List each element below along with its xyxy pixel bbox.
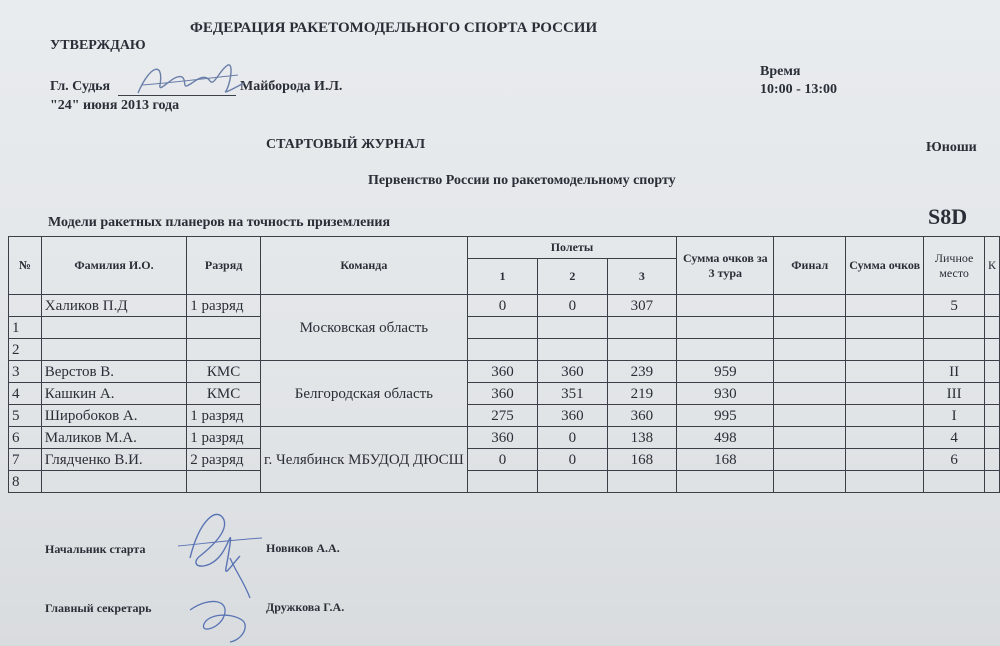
row-flight-2: 360 xyxy=(538,361,608,383)
team-cell-belgorod: Белгородская область xyxy=(261,361,468,427)
approval-date: "24" июня 2013 года xyxy=(50,98,180,113)
row-sum xyxy=(845,383,923,405)
row-place xyxy=(924,471,985,493)
row-extra xyxy=(984,295,999,317)
row-flight-2: 351 xyxy=(538,383,608,405)
row-final xyxy=(774,449,846,471)
row-num: 2 xyxy=(9,339,42,361)
secretary-label: Главный секретарь xyxy=(45,601,152,615)
row-flight-2: 360 xyxy=(538,405,608,427)
row-flight-3: 138 xyxy=(607,427,677,449)
table-row xyxy=(9,405,1000,427)
header-sum3: Сумма очков за 3 тура xyxy=(677,237,774,295)
header-final: Финал xyxy=(774,237,846,295)
start-chief-signature xyxy=(170,498,270,608)
row-extra xyxy=(984,427,999,449)
row-name xyxy=(41,471,186,493)
row-flight-1: 360 xyxy=(467,361,537,383)
row-extra xyxy=(984,361,999,383)
row-name xyxy=(41,317,186,339)
row-final xyxy=(774,383,846,405)
row-sum xyxy=(845,339,923,361)
approve-label: УТВЕРЖДАЮ xyxy=(50,38,146,53)
header-place: Личное место xyxy=(924,237,985,295)
row-rank: 1 разряд xyxy=(187,405,261,427)
row-flight-3 xyxy=(607,471,677,493)
table-row xyxy=(9,471,1000,493)
header-extra: К xyxy=(984,237,999,295)
table-row xyxy=(9,317,1000,339)
row-place xyxy=(924,317,985,339)
row-sum xyxy=(845,317,923,339)
row-rank: КМС xyxy=(187,361,261,383)
row-sum xyxy=(845,361,923,383)
row-final xyxy=(774,471,846,493)
start-journal-table xyxy=(8,236,1000,493)
judge-label: Гл. Судья xyxy=(50,79,111,94)
row-name: Глядченко В.И. xyxy=(41,449,186,471)
row-flight-2 xyxy=(538,471,608,493)
row-flight-1 xyxy=(467,471,537,493)
row-flight-3: 219 xyxy=(607,383,677,405)
row-flight-1: 0 xyxy=(467,449,537,471)
row-flight-1: 275 xyxy=(467,405,537,427)
row-flight-2: 0 xyxy=(538,295,608,317)
row-place xyxy=(924,339,985,361)
row-final xyxy=(774,405,846,427)
journal-title: СТАРТОВЫЙ ЖУРНАЛ xyxy=(266,137,426,152)
row-sum3 xyxy=(677,317,774,339)
row-rank: 1 разряд xyxy=(187,427,261,449)
category-label: Юноши xyxy=(926,140,977,155)
row-final xyxy=(774,361,846,383)
row-flight-2: 0 xyxy=(538,449,608,471)
table-row xyxy=(9,361,1000,383)
row-num xyxy=(9,295,42,317)
row-sum3: 959 xyxy=(677,361,774,383)
row-rank: 2 разряд xyxy=(187,449,261,471)
row-rank xyxy=(187,471,261,493)
table-row xyxy=(9,449,1000,471)
row-num: 5 xyxy=(9,405,42,427)
row-place: 6 xyxy=(924,449,985,471)
team-cell-chelyabinsk: г. Челябинск МБУДОД ДЮСШ xyxy=(261,427,468,493)
row-extra xyxy=(984,405,999,427)
header-name: Фамилия И.О. xyxy=(41,237,186,295)
row-num: 4 xyxy=(9,383,42,405)
row-extra xyxy=(984,383,999,405)
row-flight-1: 360 xyxy=(467,427,537,449)
header-flights: Полеты xyxy=(467,237,676,259)
row-final xyxy=(774,295,846,317)
row-final xyxy=(774,339,846,361)
row-name: Маликов М.А. xyxy=(41,427,186,449)
row-sum3: 995 xyxy=(677,405,774,427)
row-place: 4 xyxy=(924,427,985,449)
row-name: Кашкин А. xyxy=(41,383,186,405)
row-rank: 1 разряд xyxy=(187,295,261,317)
competition-title: Первенство России по ракетомодельному спорту xyxy=(368,173,676,188)
row-name: Широбоков А. xyxy=(41,405,186,427)
row-flight-1 xyxy=(467,317,537,339)
row-flight-3 xyxy=(607,339,677,361)
row-sum xyxy=(845,295,923,317)
row-name: Верстов В. xyxy=(41,361,186,383)
row-sum3 xyxy=(677,471,774,493)
header-sum: Сумма очков xyxy=(845,237,923,295)
start-chief-label: Начальник старта xyxy=(45,542,146,556)
header-rank: Разряд xyxy=(187,237,261,295)
table-row xyxy=(9,427,1000,449)
row-flight-3: 307 xyxy=(607,295,677,317)
row-place: 5 xyxy=(924,295,985,317)
row-sum xyxy=(845,427,923,449)
row-extra xyxy=(984,317,999,339)
row-final xyxy=(774,427,846,449)
row-sum3: 498 xyxy=(677,427,774,449)
row-sum3: 930 xyxy=(677,383,774,405)
start-chief-name: Новиков А.А. xyxy=(266,541,340,555)
time-value: 10:00 - 13:00 xyxy=(760,82,837,97)
row-flight-1 xyxy=(467,339,537,361)
row-num: 3 xyxy=(9,361,42,383)
row-flight-3: 239 xyxy=(607,361,677,383)
row-final xyxy=(774,317,846,339)
table-row xyxy=(9,383,1000,405)
table-row xyxy=(9,339,1000,361)
row-place: III xyxy=(924,383,985,405)
secretary-signature xyxy=(180,590,270,646)
row-flight-3: 360 xyxy=(607,405,677,427)
header-flight-2: 2 xyxy=(538,259,608,295)
header-flight-3: 3 xyxy=(607,259,677,295)
row-num: 1 xyxy=(9,317,42,339)
judge-name: Майборода И.Л. xyxy=(240,79,343,94)
row-num: 7 xyxy=(9,449,42,471)
row-num: 6 xyxy=(9,427,42,449)
federation-title: ФЕДЕРАЦИЯ РАКЕТОМОДЕЛЬНОГО СПОРТА РОССИИ xyxy=(190,20,598,36)
row-rank xyxy=(187,317,261,339)
row-extra xyxy=(984,471,999,493)
secretary-name: Дружкова Г.А. xyxy=(266,600,345,614)
table-row xyxy=(9,295,1000,317)
row-name xyxy=(41,339,186,361)
row-sum xyxy=(845,405,923,427)
team-cell-moscow: Московская область xyxy=(261,295,468,361)
row-sum3 xyxy=(677,339,774,361)
class-title: Модели ракетных планеров на точность приземления xyxy=(48,215,391,230)
row-flight-3: 168 xyxy=(607,449,677,471)
row-sum3: 168 xyxy=(677,449,774,471)
header-team: Команда xyxy=(261,237,468,295)
row-sum3 xyxy=(677,295,774,317)
row-place: I xyxy=(924,405,985,427)
row-flight-1: 360 xyxy=(467,383,537,405)
judge-signature-line xyxy=(118,95,236,96)
header-flight-1: 1 xyxy=(467,259,537,295)
row-flight-2 xyxy=(538,317,608,339)
row-num: 8 xyxy=(9,471,42,493)
row-extra xyxy=(984,339,999,361)
row-rank: КМС xyxy=(187,383,261,405)
row-flight-1: 0 xyxy=(467,295,537,317)
row-flight-2: 0 xyxy=(538,427,608,449)
class-code: S8D xyxy=(928,204,968,229)
row-rank xyxy=(187,339,261,361)
row-flight-2 xyxy=(538,339,608,361)
header-num: № xyxy=(9,237,42,295)
row-sum xyxy=(845,449,923,471)
row-sum xyxy=(845,471,923,493)
row-name: Халиков П.Д xyxy=(41,295,186,317)
row-extra xyxy=(984,449,999,471)
row-flight-3 xyxy=(607,317,677,339)
time-label: Время xyxy=(760,64,801,79)
row-place: II xyxy=(924,361,985,383)
